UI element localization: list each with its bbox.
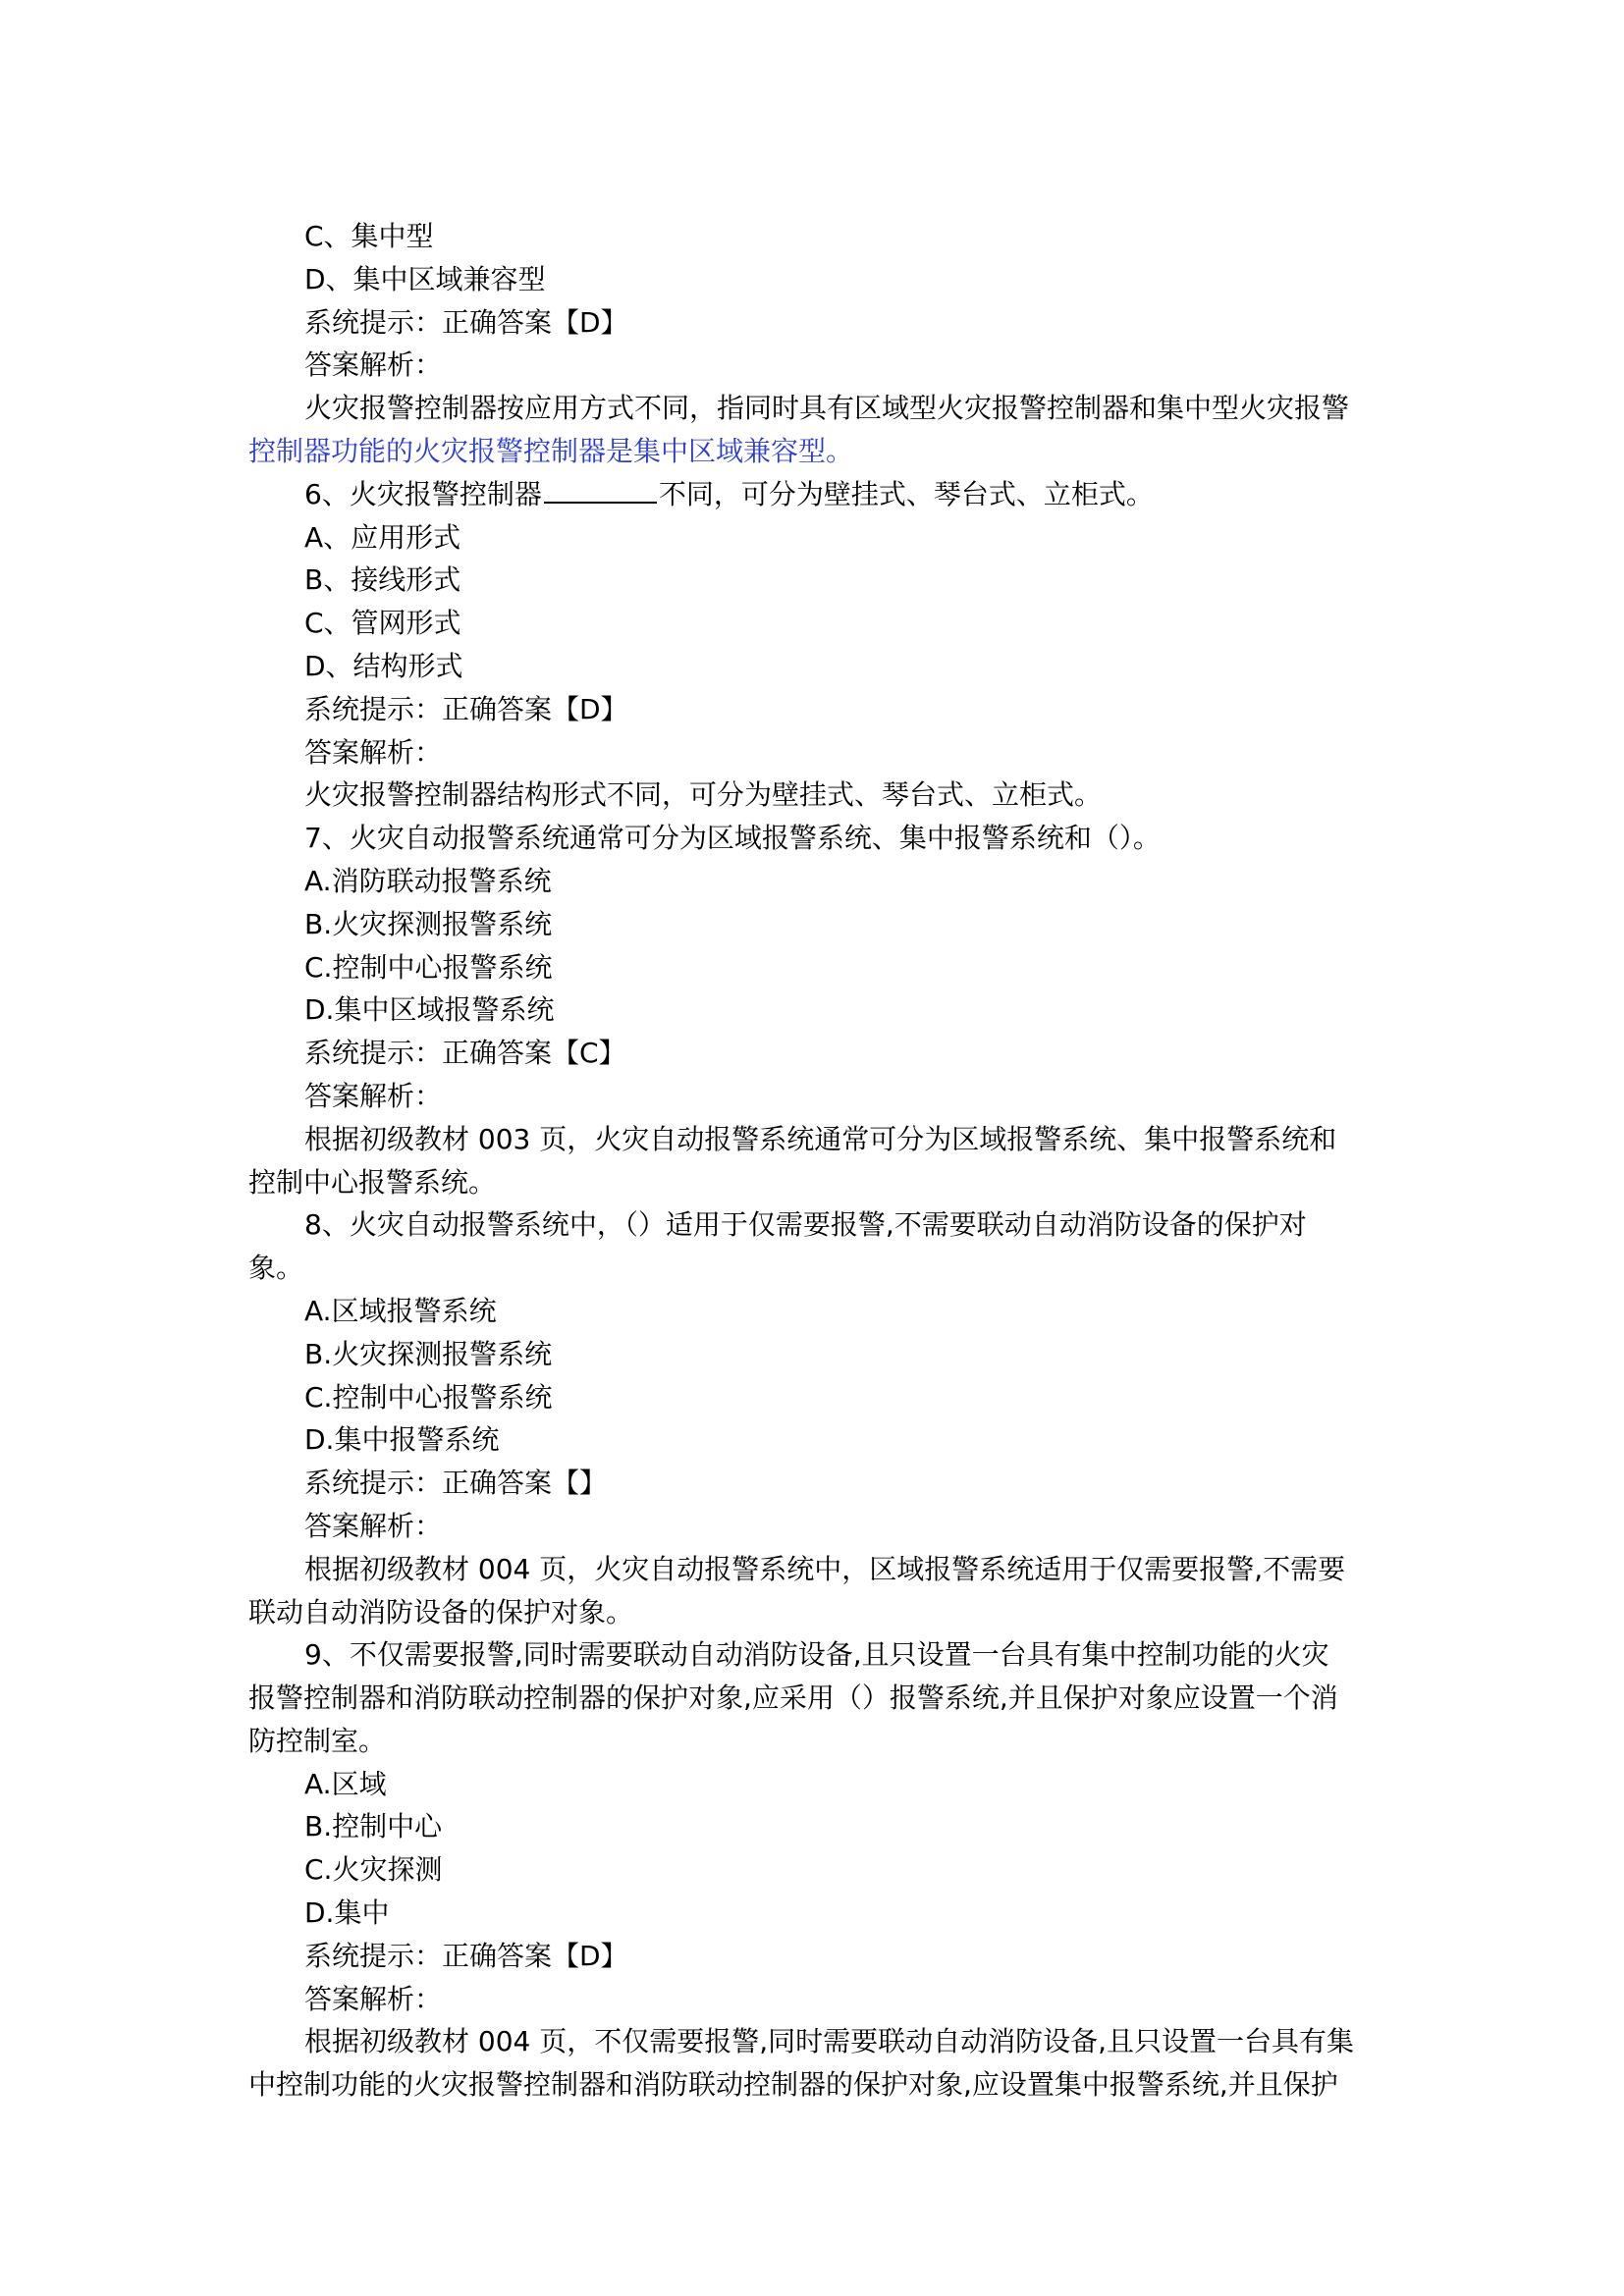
q8-hint: 系统提示：正确答案【】 (304, 1467, 608, 1500)
q9-option-d: D.集中 (304, 1896, 390, 1930)
q8-analysis-line1: 根据初级教材 004 页，火灾自动报警系统中，区域报警系统适用于仅需要报警,不需要 (304, 1552, 1346, 1585)
q5-analysis-line2: 控制器功能的火灾报警控制器是集中区域兼容型。 (248, 434, 854, 467)
document-page (248, 215, 1387, 2107)
q9-option-a: A.区域 (304, 1767, 387, 1800)
q7-analysis-line1: 根据初级教材 003 页，火灾自动报警系统通常可分为区域报警系统、集中报警系统和 (304, 1122, 1337, 1155)
q8-analysis-label: 答案解析： (304, 1509, 443, 1542)
q9-stem-line1: 9、不仅需要报警,同时需要联动自动消防设备,且只设置一台具有集中控制功能的火灾 (304, 1638, 1329, 1672)
q9-option-b: B.控制中心 (304, 1810, 443, 1843)
q9-analysis-line2: 中控制功能的火灾报警控制器和消防联动控制器的保护对象,应设置集中报警系统,并且保护 (248, 2068, 1338, 2102)
q5-analysis-label: 答案解析： (304, 348, 443, 382)
q9-stem-line2: 报警控制器和消防联动控制器的保护对象,应采用（）报警系统,并且保护对象应设置一个消 (248, 1682, 1338, 1715)
q6-option-a: A、应用形式 (304, 520, 461, 554)
q6-analysis: 火灾报警控制器结构形式不同，可分为壁挂式、琴台式、立柜式。 (304, 778, 1103, 812)
q7-option-d: D.集中区域报警系统 (304, 993, 555, 1027)
q9-hint: 系统提示：正确答案【D】 (304, 1939, 628, 1972)
q7-stem: 7、火灾自动报警系统通常可分为区域报警系统、集中报警系统和（）。 (304, 822, 1161, 855)
q6-analysis-label: 答案解析： (304, 735, 443, 769)
q9-analysis-line1: 根据初级教材 004 页，不仅需要报警,同时需要联动自动消防设备,且只设置一台具有集 (304, 2025, 1355, 2058)
q7-analysis-line2: 控制中心报警系统。 (248, 1165, 497, 1199)
q7-option-b: B.火灾探测报警系统 (304, 907, 553, 940)
q8-option-c: C.控制中心报警系统 (304, 1380, 553, 1414)
q6-hint: 系统提示：正确答案【D】 (304, 692, 628, 725)
q5-hint: 系统提示：正确答案【D】 (304, 305, 628, 339)
q6-option-c: C、管网形式 (304, 607, 461, 640)
q7-option-a: A.消防联动报警系统 (304, 864, 552, 897)
q5-option-d: D、集中区域兼容型 (304, 262, 546, 295)
q8-stem-line1: 8、火灾自动报警系统中，（）适用于仅需要报警,不需要联动自动消防设备的保护对 (304, 1208, 1307, 1242)
q9-stem-line3: 防控制室。 (248, 1724, 387, 1757)
q8-analysis-line2: 联动自动消防设备的保护对象。 (248, 1595, 634, 1629)
q6-stem-before: 6、火灾报警控制器 (304, 477, 542, 510)
q6-option-d: D、结构形式 (304, 649, 463, 682)
q7-option-c: C.控制中心报警系统 (304, 950, 553, 984)
q7-hint: 系统提示：正确答案【C】 (304, 1037, 626, 1070)
q8-option-a: A.区域报警系统 (304, 1294, 497, 1327)
q8-option-d: D.集中报警系统 (304, 1423, 500, 1457)
q8-stem-line2: 象。 (248, 1252, 304, 1285)
q6-stem (248, 473, 1387, 516)
q9-option-c: C.火灾探测 (304, 1853, 443, 1887)
q6-stem-after: 不同，可分为壁挂式、琴台式、立柜式。 (658, 477, 1154, 510)
q5-option-c: C、集中型 (304, 220, 434, 252)
q6-option-b: B、接线形式 (304, 563, 461, 597)
q8-option-b: B.火灾探测报警系统 (304, 1337, 553, 1370)
q6-blank (544, 476, 657, 504)
q5-analysis-line1: 火灾报警控制器按应用方式不同，指同时具有区域型火灾报警控制器和集中型火灾报警 (304, 392, 1350, 425)
q7-analysis-label: 答案解析： (304, 1079, 443, 1112)
q9-analysis-label: 答案解析： (304, 1982, 443, 2015)
